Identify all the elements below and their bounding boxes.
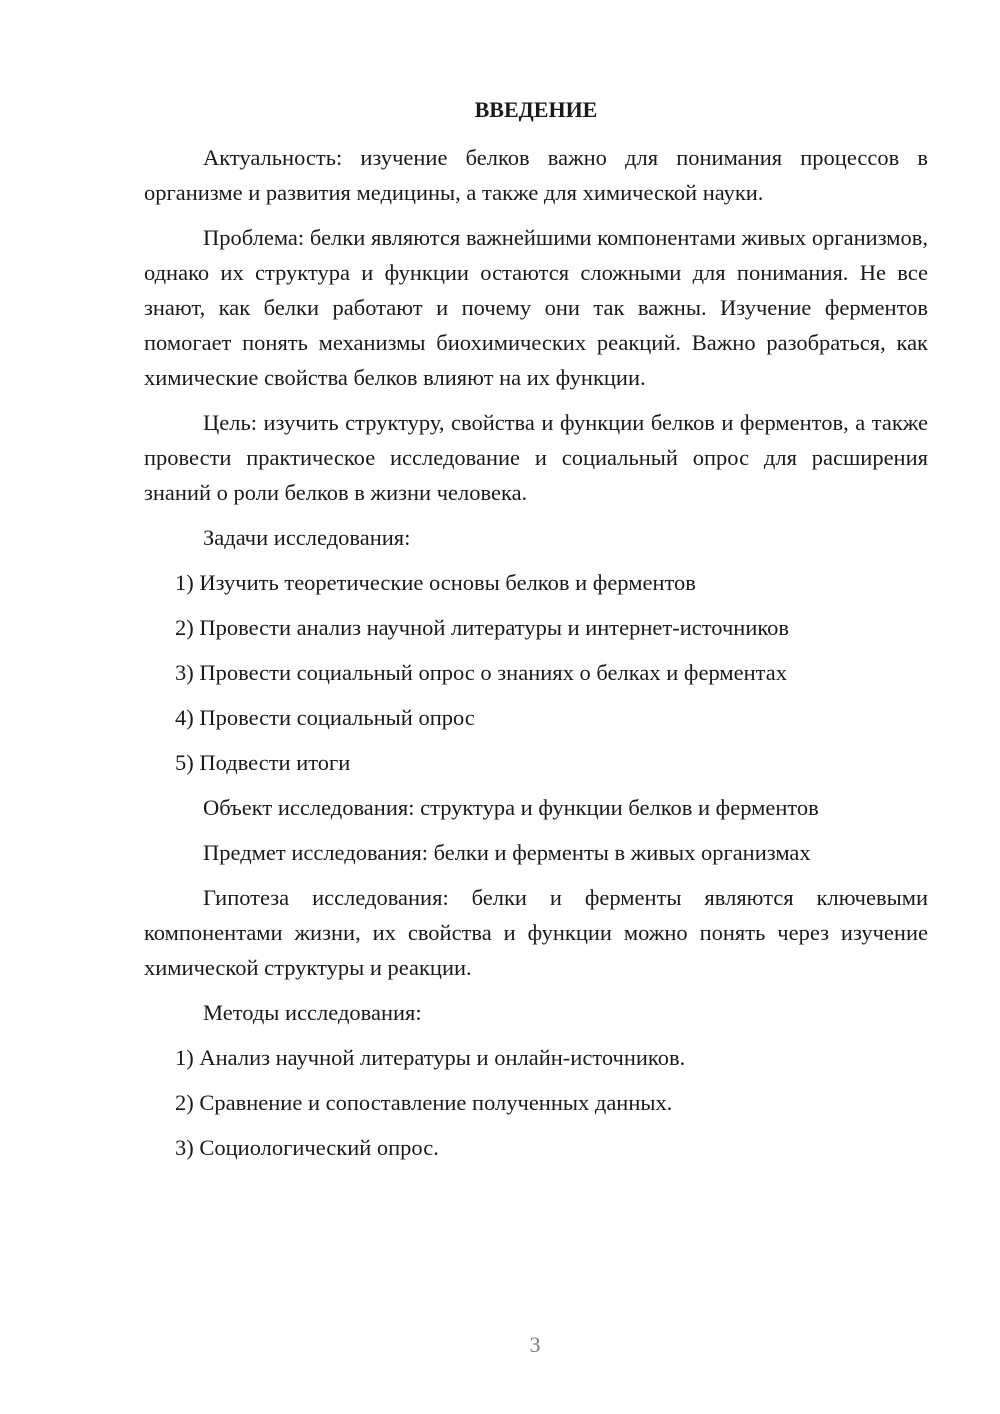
task-item: 3) Провести социальный опрос о знаниях о белках и ферментах [175,660,787,685]
object-line: Объект исследования: структура и функции белков и ферментов [203,795,819,820]
task-item: 1) Изучить теоретические основы белков и ферментов [175,570,696,595]
tasks-heading: Задачи исследования: [203,525,411,550]
relevance-paragraph: Актуальность: изучение белков важно для понимания процессов в организме и развития медицины, а также для химической науки. [144,145,928,205]
problem-paragraph: Проблема: белки являются важнейшими компонентами живых организмов, однако их структура и функции остаются сложными для понимания. Не все знают, как белки работают и почему они так важны. Изучение ферментов помогает понять механизмы биохимических реакций. Важно разобраться, как химические свойства белков влияют на их функции. [144,225,928,390]
section-title: ВВЕДЕНИЕ [474,97,598,122]
hypothesis-paragraph: Гипотеза исследования: белки и ферменты являются ключевыми компонентами жизни, их свойства и функции можно понять через изучение химической структуры и реакции. [144,885,928,980]
subject-line: Предмет исследования: белки и ферменты в живых организмах [203,840,811,865]
document-page [144,92,928,1175]
method-item: 2) Сравнение и сопоставление полученных данных. [175,1090,673,1115]
task-item: 4) Провести социальный опрос [175,705,475,730]
method-item: 1) Анализ научной литературы и онлайн-источников. [175,1045,686,1070]
methods-heading: Методы исследования: [203,1000,422,1025]
task-item: 5) Подвести итоги [175,750,351,775]
page-number: 3 [529,1332,541,1357]
task-item: 2) Провести анализ научной литературы и интернет-источников [175,615,790,640]
goal-paragraph: Цель: изучить структуру, свойства и функции белков и ферментов, а также провести практическое исследование и социальный опрос для расширения знаний о роли белков в жизни человека. [144,410,928,505]
method-item: 3) Социологический опрос. [175,1135,439,1160]
